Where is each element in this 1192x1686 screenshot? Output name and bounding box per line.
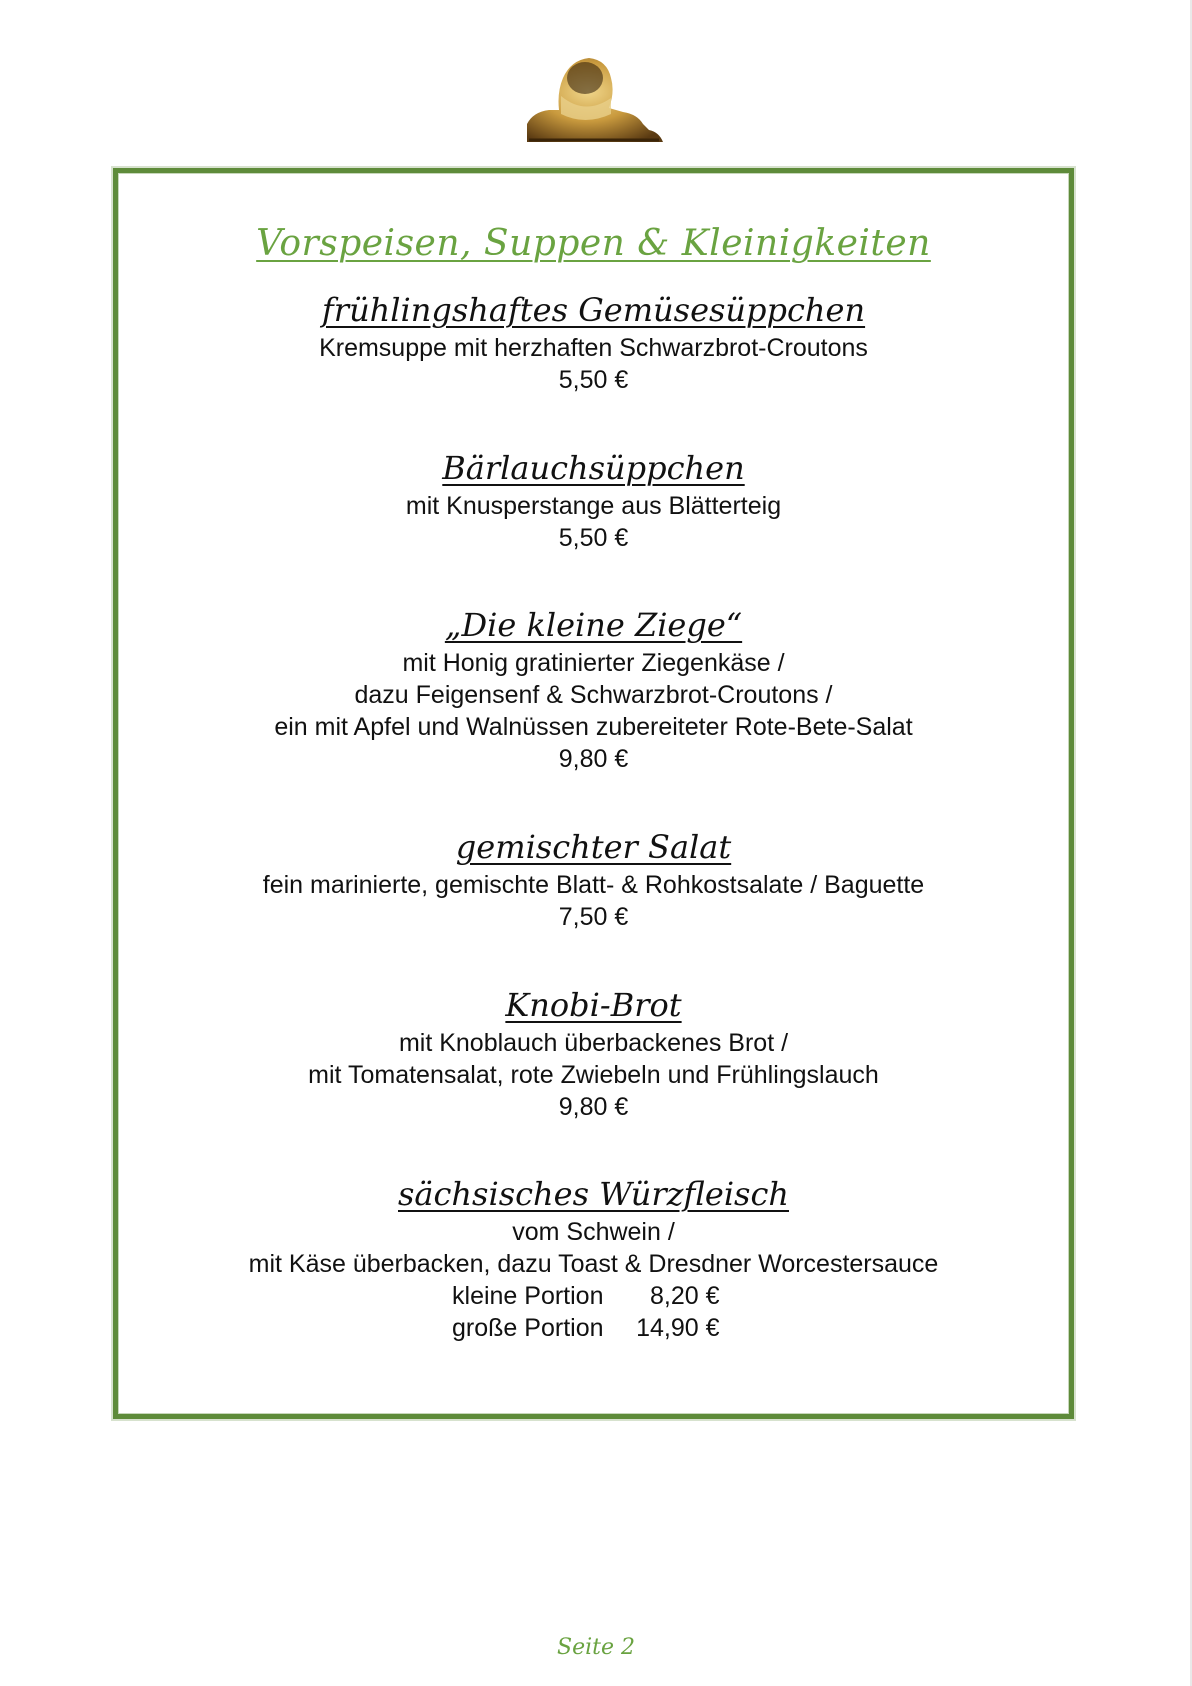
- item-price: 5,50 €: [558, 366, 629, 394]
- portion-label: große Portion: [452, 1314, 604, 1342]
- item-title: „Die kleine Ziege“: [444, 606, 743, 644]
- portion-price: 8,20 €: [649, 1282, 720, 1310]
- item-title: Bärlauchsüppchen: [442, 449, 745, 487]
- item-description: vom Schwein /: [512, 1218, 675, 1246]
- portion-price: 14,90 €: [636, 1314, 720, 1342]
- menu-frame: [113, 168, 1074, 1419]
- item-description: mit Knoblauch überbackenes Brot /: [398, 1029, 789, 1057]
- section-title: Vorspeisen, Suppen & Kleinigkeiten: [256, 223, 931, 264]
- item-description: mit Tomatensalat, rote Zwiebeln und Frühlingslauch: [308, 1061, 879, 1089]
- portion-label: kleine Portion: [452, 1282, 604, 1310]
- item-price: 9,80 €: [558, 1093, 629, 1121]
- item-title: sächsisches Würzfleisch: [398, 1175, 789, 1213]
- menu-item: [118, 290, 1069, 396]
- menu-item: [118, 827, 1069, 933]
- item-description: mit Käse überbacken, dazu Toast & Dresdner Worcestersauce: [248, 1250, 939, 1278]
- item-title: gemischter Salat: [455, 828, 732, 866]
- portion-row: [118, 1312, 1069, 1344]
- menu-item: [118, 605, 1069, 775]
- item-title: frühlingshaftes Gemüsesüppchen: [321, 291, 866, 329]
- lion-logo-icon: [519, 52, 669, 144]
- menu-item: [118, 448, 1069, 554]
- item-price: 9,80 €: [558, 745, 629, 773]
- item-description: fein marinierte, gemischte Blatt- & Rohkostsalate / Baguette: [262, 871, 925, 899]
- item-price: 5,50 €: [558, 524, 629, 552]
- item-description: dazu Feigensenf & Schwarzbrot-Croutons /: [354, 681, 833, 709]
- menu-item: [118, 985, 1069, 1123]
- item-description: ein mit Apfel und Walnüssen zubereiteter Rote-Bete-Salat: [274, 713, 913, 741]
- item-description: mit Knusperstange aus Blätterteig: [405, 492, 782, 520]
- portion-row: [118, 1280, 1069, 1312]
- item-description: mit Honig gratinierter Ziegenkäse /: [402, 649, 785, 677]
- item-price: 7,50 €: [558, 903, 629, 931]
- menu-item: [118, 1174, 1069, 1344]
- page-number: Seite 2: [557, 1635, 635, 1660]
- item-title: Knobi-Brot: [505, 986, 682, 1024]
- item-description: Kremsuppe mit herzhaften Schwarzbrot-Croutons: [319, 334, 868, 362]
